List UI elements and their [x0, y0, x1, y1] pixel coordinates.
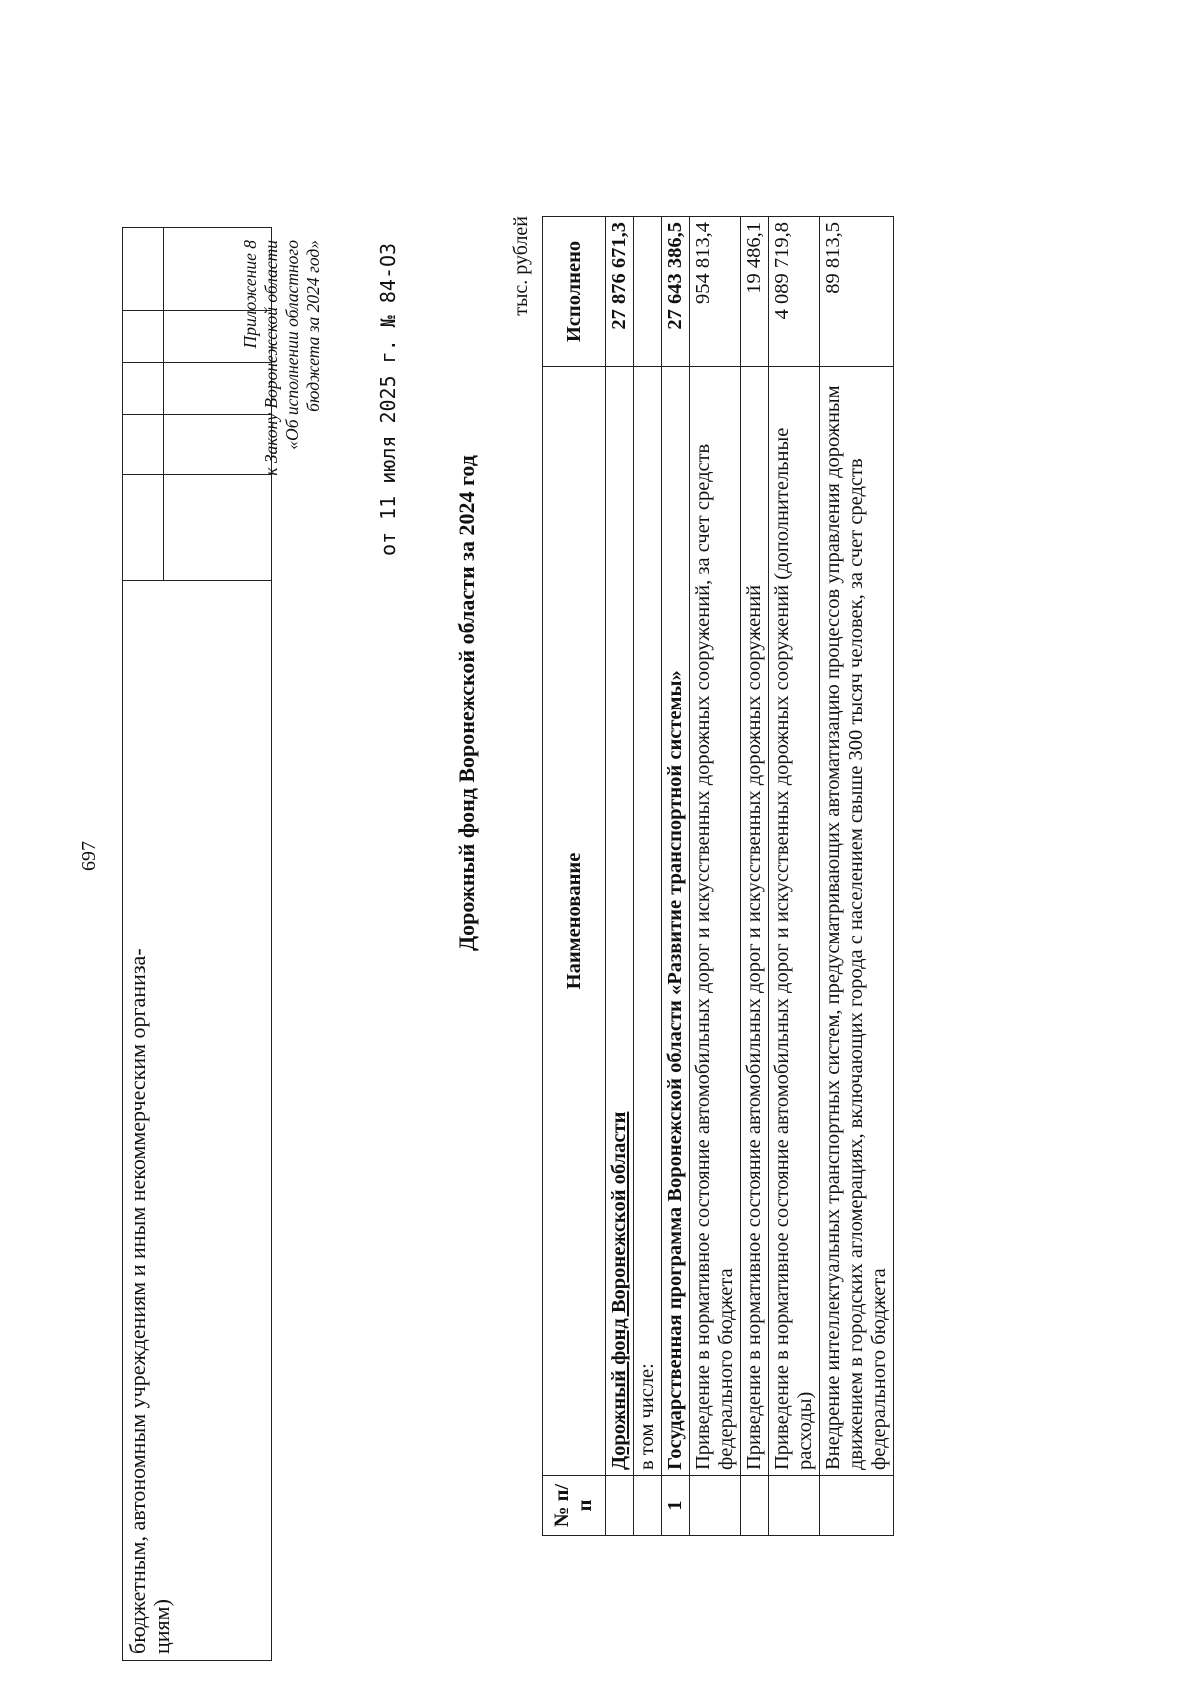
- row-num: [606, 1476, 634, 1536]
- row-name: Дорожный фонд Воронежской области: [606, 367, 634, 1476]
- row-value: 954 813,4: [690, 217, 741, 367]
- appendix-header: [240, 240, 324, 620]
- row-num: [690, 1476, 741, 1536]
- table-row: [634, 217, 662, 1536]
- row-name: Приведение в нормативное состояние автомобильных дорог и искусственных дорожных сооружений: [741, 367, 769, 1476]
- row-value: 4 089 719,8: [769, 217, 820, 367]
- continuation-text-line-2: циям): [149, 1599, 174, 1654]
- road-fund-table: [542, 216, 894, 1536]
- empty-cell: [123, 228, 164, 311]
- row-num: 1: [662, 1476, 690, 1536]
- row-value: 27 876 671,3: [606, 217, 634, 367]
- appendix-line-4: бюджета за 2024 год»: [303, 240, 323, 412]
- row-value: 27 643 386,5: [662, 217, 690, 367]
- header-name: Наименование: [543, 367, 606, 1476]
- table-row: [662, 217, 690, 1536]
- continuation-text-cell: [123, 581, 272, 1661]
- empty-cell: [123, 415, 164, 475]
- row-name: в том числе:: [634, 367, 662, 1476]
- row-value: 89 813,5: [820, 217, 894, 367]
- continuation-text-line-1: бюджетным, автономным учреждениям и иным некоммерческим организа-: [125, 948, 150, 1654]
- header-num: № п/п: [543, 1476, 606, 1536]
- table-row: [769, 217, 820, 1536]
- table-header-row: [543, 217, 606, 1536]
- row-name: Приведение в нормативное состояние автомобильных дорог и искусственных дорожных сооружений (дополнительные расходы): [769, 367, 820, 1476]
- units-label: тыс. рублей: [510, 216, 532, 316]
- document-title: Дорожный фонд Воронежской области за 2024 год: [454, 455, 479, 951]
- row-num: [634, 1476, 662, 1536]
- law-date-number: от 11 июля 2025 г. № 84-ОЗ: [376, 242, 400, 556]
- row-num: [769, 1476, 820, 1536]
- table-row: [820, 217, 894, 1536]
- header-value: Исполнено: [543, 217, 606, 367]
- row-name: Государственная программа Воронежской области «Развитие транспортной системы»: [662, 367, 690, 1476]
- row-value: 19 486,1: [741, 217, 769, 367]
- row-name: Внедрение интеллектуальных транспортных систем, предусматривающих автоматизацию процессов управления дорожным движением в городских агломерациях, включающих города с населением свыше 300 тысяч человек, за счет средств федерального бюджета: [820, 367, 894, 1476]
- table-row: [690, 217, 741, 1536]
- row-name: Приведение в нормативное состояние автомобильных дорог и искусственных дорожных сооружений, за счет средств федерального бюджета: [690, 367, 741, 1476]
- table-row: [741, 217, 769, 1536]
- empty-cell: [123, 363, 164, 415]
- empty-cell: [123, 311, 164, 363]
- page-number: 697: [78, 841, 100, 871]
- appendix-line-3: «Об исполнении областного: [282, 240, 302, 450]
- row-num: [820, 1476, 894, 1536]
- empty-cell: [123, 475, 164, 581]
- row-num: [741, 1476, 769, 1536]
- row-value: [634, 217, 662, 367]
- appendix-line-2: к Закону Воронежской области: [261, 240, 281, 476]
- appendix-line-1: Приложение 8: [240, 240, 260, 349]
- table-row: [606, 217, 634, 1536]
